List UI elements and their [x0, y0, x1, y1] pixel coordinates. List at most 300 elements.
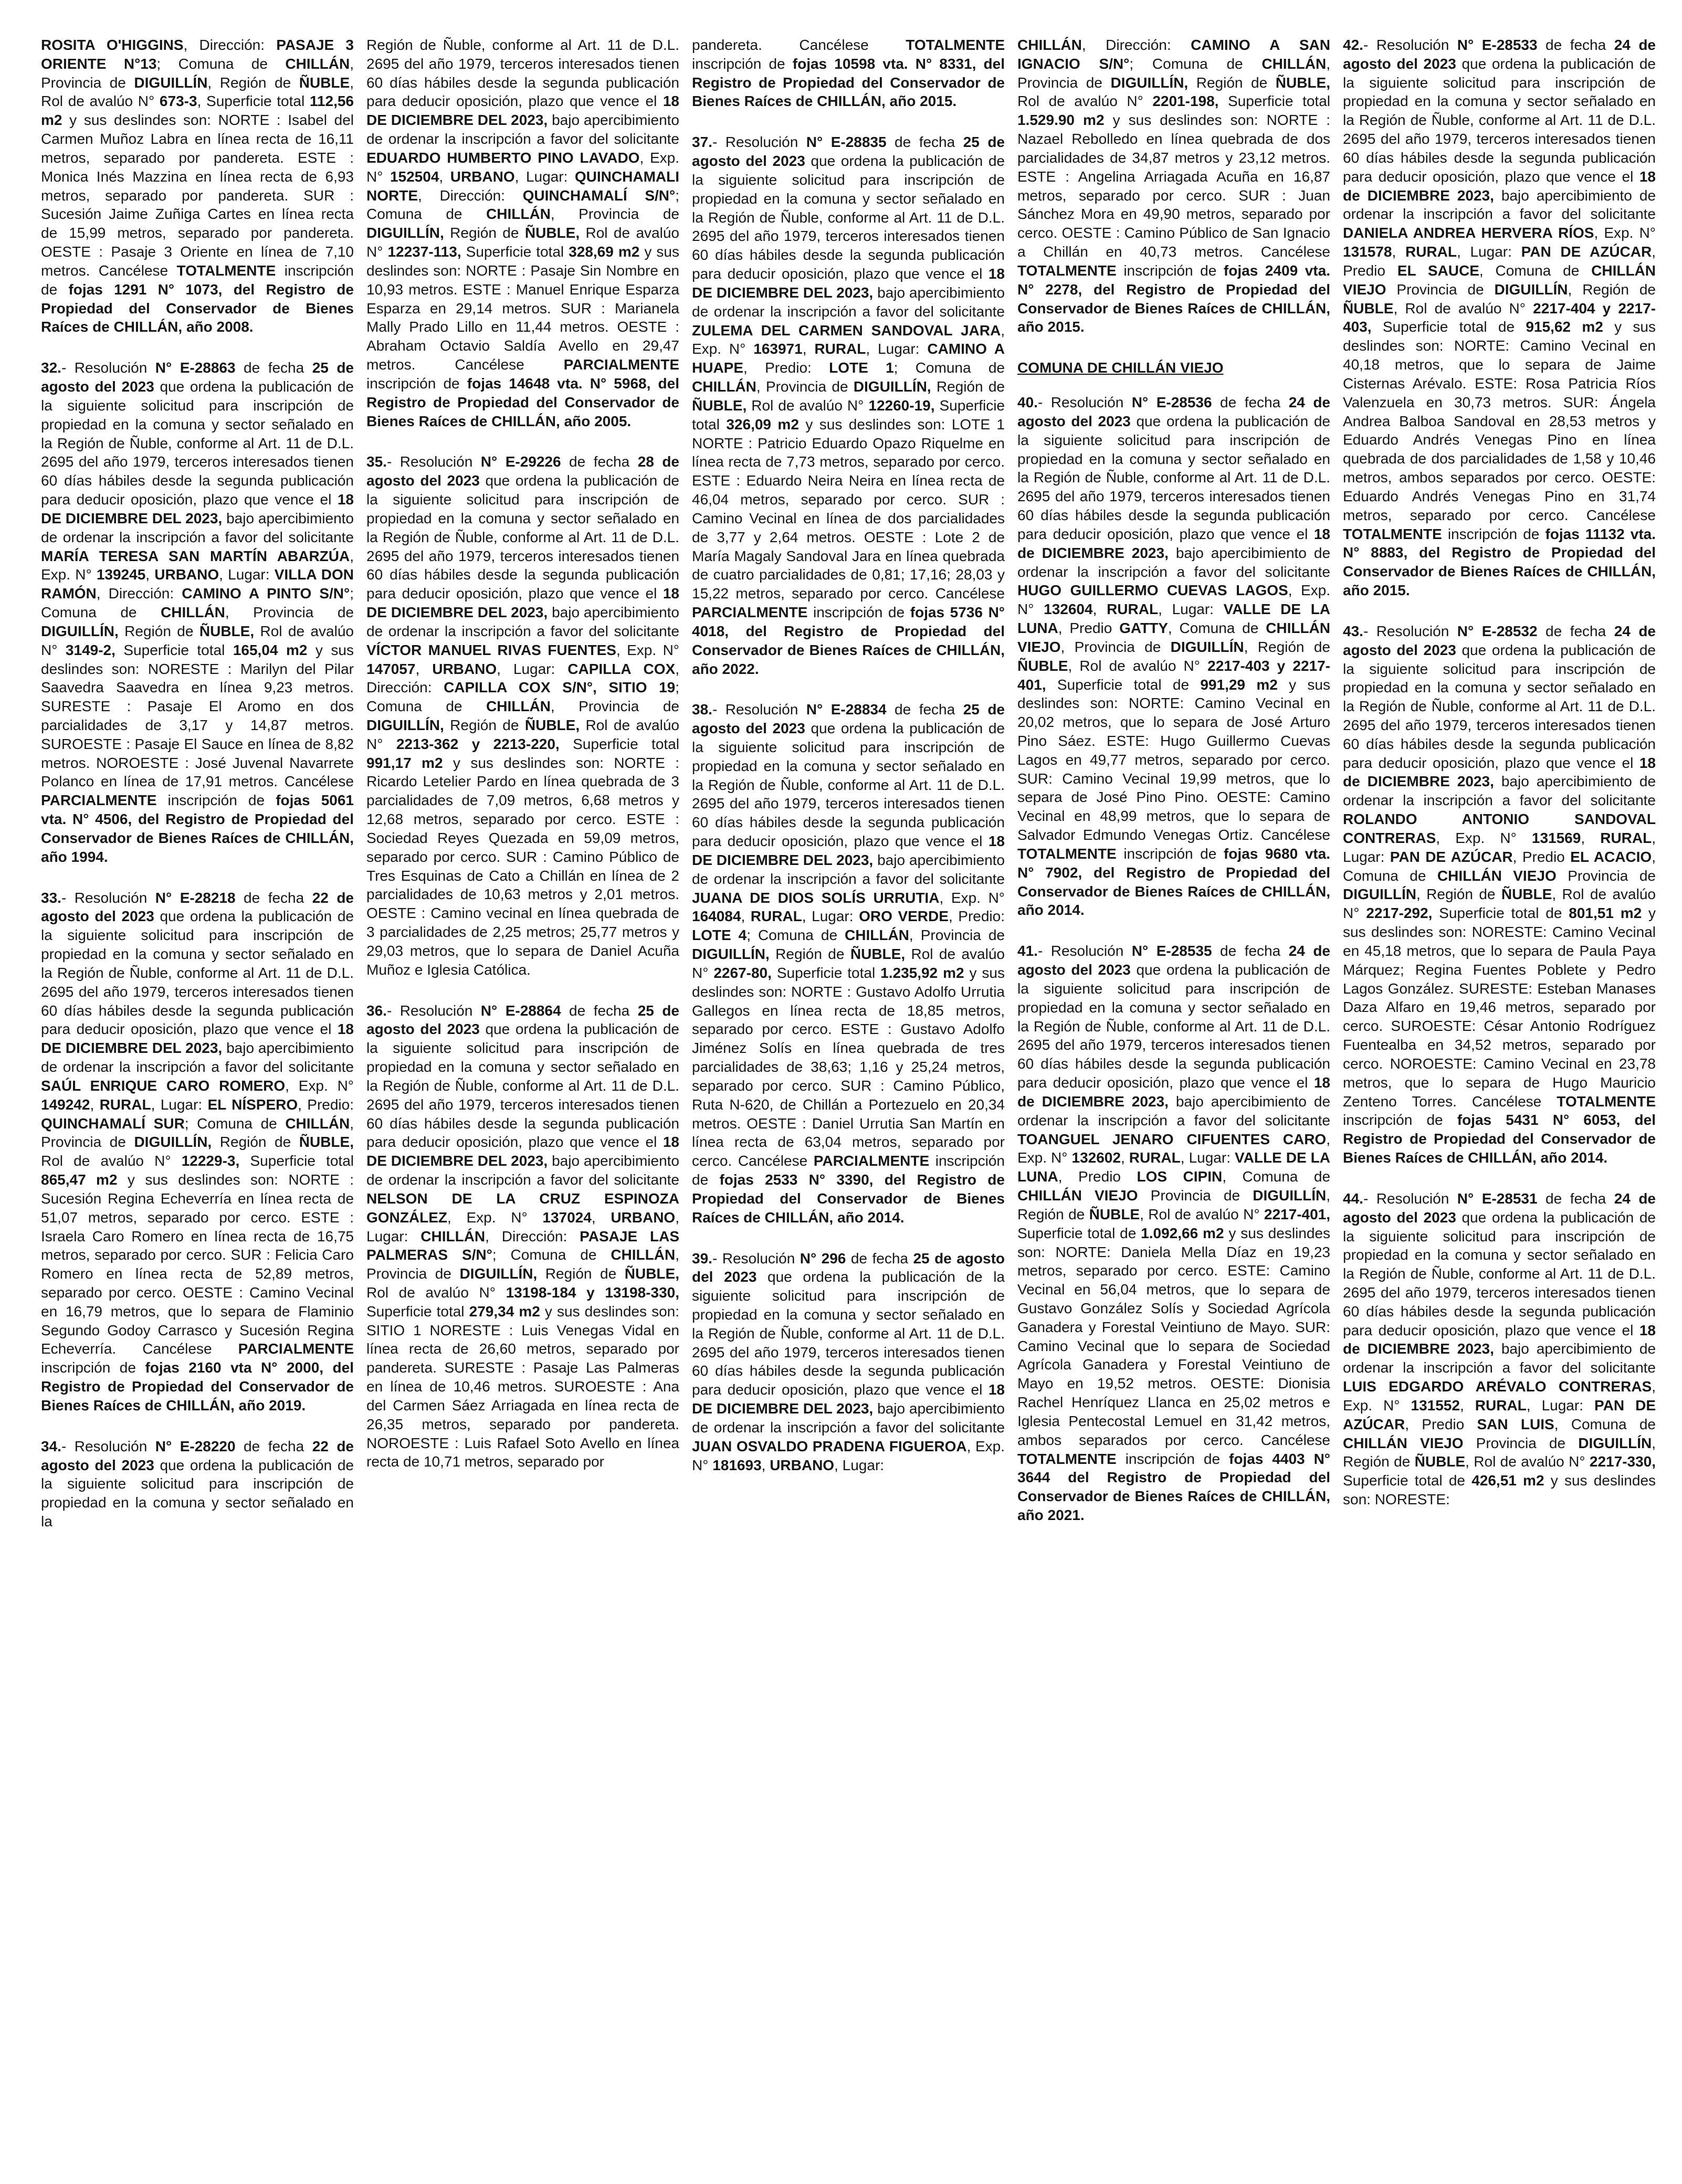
bold-text: URBANO	[154, 566, 219, 583]
column-1	[41, 36, 354, 2168]
bold-text: SAÚL ENRIQUE CARO ROMERO	[41, 1077, 286, 1094]
notice-paragraph	[366, 36, 679, 430]
bold-text: RURAL	[1107, 601, 1159, 618]
bold-text: CHILLÁN	[692, 378, 756, 395]
bold-text: ÑUBLE	[1501, 886, 1552, 903]
bold-text: ROSITA O'HIGGINS	[41, 37, 184, 53]
bold-text: EDUARDO HUMBERTO PINO LAVADO	[366, 149, 640, 166]
text-run: bajo apercibimiento de ordenar la inscripción a favor del solicitante	[366, 604, 679, 639]
bold-text: LOTE 1	[829, 360, 894, 376]
bold-text: 328,69 m2	[569, 244, 640, 260]
bold-text: CHILLÁN	[845, 927, 909, 944]
bold-text: 139245	[96, 566, 146, 583]
text-run: - Resolución	[712, 701, 806, 718]
text-run: Superficie total	[771, 964, 881, 981]
bold-text: fojas 10598 vta. N° 8331, del Registro de Propiedad del Conservador de Bienes Raíces de CHILLÁN, año 2015.	[692, 55, 1005, 110]
bold-text: PAN DE AZÚCAR	[1521, 244, 1652, 260]
bold-text: DIGUILLÍN,	[853, 378, 931, 395]
text-run: , Rol de avalúo N°	[41, 74, 354, 110]
text-run: , Lugar:	[834, 1457, 885, 1473]
bold-text: 18 DE DICIEMBRE DEL 2023,	[41, 491, 354, 526]
bold-text: 18 de DICIEMBRE 2023,	[1343, 168, 1656, 204]
bold-text: ÑUBLE,	[692, 397, 747, 414]
text-run: de fecha	[1537, 1190, 1614, 1207]
text-run: , Exp. N°	[1594, 225, 1656, 241]
notice-paragraph	[1017, 36, 1330, 336]
bold-text: DIGUILLÍN	[1170, 638, 1244, 655]
text-run: ,	[761, 1457, 770, 1473]
text-run: bajo apercibimiento de ordenar la inscripción a favor del solicitante	[41, 1040, 354, 1075]
text-run: y sus deslindes son: NORTE : Gustavo Adolfo Urrutia Gallegos en línea recta de 18,85 metros, separado por cerco. ESTE : Gustavo Adolfo Jiménez Solís en línea quebrada de tres parcialidades de 38,63; 1,16 y 25,24 metros, separado por cerco. SUR : Camino Público, Ruta N-620, de Chillán a Portezuelo en 20,34 metros. OESTE : Daniel Urrutia San Martín en línea recta de 63,04 metros, separado por cerco. Cancélese	[692, 964, 1005, 1169]
bold-text: RURAL	[1475, 1397, 1527, 1413]
text-run: ; Comuna de	[747, 927, 845, 944]
bold-text: 865,47 m2	[41, 1172, 118, 1188]
bold-text: ÑUBLE,	[1275, 74, 1330, 91]
text-run: inscripción de	[156, 792, 276, 809]
bold-text: 36.	[366, 1002, 387, 1019]
text-run: inscripción de	[1116, 845, 1224, 862]
bold-text: fojas 9680 vta. N° 7902, del Registro de Propiedad del Conservador de Bienes Raíces de CHILLÁN, año 2014.	[1017, 845, 1330, 919]
bold-text: fojas 11132 vta. N° 8883, del Registro de Propiedad del Conservador de Bienes Raíces de CHILLÁN, año 2015.	[1343, 525, 1656, 599]
bold-text: RURAL	[814, 341, 866, 357]
bold-text: PASAJE LAS PALMERAS S/N°	[366, 1228, 679, 1263]
text-run: y sus deslindes son: NORTE: Camino Vecinal en 20,02 metros, que lo separa de José Arturo Pino Sáez. ESTE: Hugo Guillermo Cuevas Lagos en 49,77 metros, separado por cerco. SUR: Camino Vecinal 19,99 metros, que lo separa de José Pino Pino. OESTE: Camino Vecinal en 48,99 metros, que lo separa de Salvador Edmundo Venegas Ortiz. Cancélese	[1017, 676, 1330, 843]
bold-text: N° E-28535	[1131, 943, 1212, 959]
bold-text: N° E-28835	[806, 134, 887, 151]
bold-text: 164084	[692, 908, 741, 925]
text-run: y sus deslindes son: NORESTE: Camino Vecinal en 45,18 metros, que lo separa de Paula Paya Márquez; Regina Fuentes Poblete y Pedro Lagos González. SURESTE: Esteban Manases Daza Alfaro en 19,46 metros, separado por cerco. SUROESTE: César Antonio Rodríguez Fuentealba en 34,52 metros, separado por cerco. NOROESTE: Camino Vecinal en 23,78 metros, que lo separa de Hugo Mauricio Zenteno Torres. Cancélese	[1343, 905, 1656, 1110]
text-run: , Comuna de	[1343, 848, 1656, 884]
text-run: Rol de avalúo N°	[366, 225, 679, 260]
text-run: Superficie total de	[1432, 905, 1569, 922]
bold-text: 22 de agosto del 2023	[41, 1438, 354, 1473]
text-run: , Predio:	[743, 360, 829, 376]
text-run: , Exp. N°	[616, 641, 679, 658]
notice-paragraph	[692, 36, 1005, 111]
notice-paragraph	[692, 700, 1005, 1227]
bold-text: 1.235,92 m2	[880, 964, 964, 981]
bold-text: CHILLÁN	[1261, 55, 1327, 72]
bold-text: 152504	[390, 168, 439, 185]
bold-text: 149242	[41, 1096, 90, 1113]
bold-text: PAN DE AZÚCAR	[1390, 848, 1513, 865]
text-run: , Provincia de	[1060, 638, 1171, 655]
text-run: y sus deslindes son: NORTE : Nazael Rebolledo en línea quebrada de dos parcialidades de 34,87 metros y 23,12 metros. ESTE : Angelina Arriagada Acuña en 16,87 metros, separado por cerco. SUR : Juan Sánchez Mora en 49,90 metros, separado por cerco. OESTE : Camino Público de San Ignacio a Chillán en 40,73 metros. Cancélese	[1017, 112, 1330, 260]
bold-text: 25 de agosto del 2023	[366, 1002, 679, 1038]
bold-text: EL ACACIO	[1570, 848, 1652, 865]
text-run: , Lugar:	[802, 908, 859, 925]
bold-text: 2213-362 y 2213-220,	[396, 735, 560, 752]
text-run: , Región de	[1244, 638, 1330, 655]
bold-text: 2217-292,	[1366, 905, 1433, 922]
bold-text: RURAL	[1405, 244, 1457, 260]
text-run: Superficie total	[115, 641, 233, 658]
text-run: , Comuna de	[1222, 1168, 1330, 1185]
bold-text: fojas 4403 N° 3644 del Registro de Propiedad del Conservador de Bienes Raíces de CHILLÁN, año 2021.	[1017, 1450, 1330, 1524]
text-run: - Resolución	[61, 360, 155, 376]
bold-text: 37.	[692, 134, 712, 151]
bold-text: 28 de agosto del 2023	[366, 453, 679, 489]
bold-text: CHILLÁN	[420, 1228, 486, 1244]
text-run: de fecha	[1537, 623, 1614, 639]
text-run: de fecha	[886, 134, 963, 151]
bold-text: 22 de agosto del 2023	[41, 889, 354, 925]
text-run: Región de	[118, 623, 199, 639]
text-run: , Predio	[1405, 1416, 1477, 1432]
bold-text: ÑUBLE,	[199, 623, 255, 639]
text-run: , Lugar:	[866, 341, 928, 357]
notice-paragraph	[41, 36, 354, 336]
bold-text: CHILLÁN VIEJO	[1017, 620, 1330, 655]
text-run: , Lugar:	[1180, 1149, 1235, 1166]
text-run: , Predio	[1343, 244, 1656, 279]
bold-text: 24 de agosto del 2023	[1017, 943, 1330, 978]
text-run: ; Comuna de	[366, 187, 679, 223]
text-run: - Resolución	[1363, 37, 1457, 53]
bold-text: CHILLÁN	[161, 604, 225, 621]
text-run: Superficie total de	[1046, 676, 1201, 693]
text-run: ; Comuna de	[893, 360, 1005, 376]
text-run: Superficie total	[461, 244, 569, 260]
bold-text: 1.092,66 m2	[1141, 1225, 1224, 1241]
bold-text: TOTALMENTE	[1017, 1450, 1117, 1467]
bold-text: 35.	[366, 453, 387, 470]
text-run: , Rol de avalúo N°	[1140, 1206, 1264, 1222]
text-run: inscripción de	[692, 1153, 1005, 1188]
bold-text: DIGUILLÍN,	[134, 1134, 212, 1151]
bold-text: JUANA DE DIOS SOLÍS URRUTIA	[692, 889, 940, 906]
text-run: - Resolución	[712, 134, 806, 151]
bold-text: 147057	[366, 660, 416, 677]
notice-paragraph	[41, 358, 354, 866]
bold-text: 33.	[41, 889, 61, 906]
text-run: y sus deslindes son: NORESTE:	[1343, 1472, 1656, 1508]
bold-text: 181693	[712, 1457, 762, 1473]
bold-text: DIGUILLÍN	[134, 74, 208, 91]
bold-text: PAN DE AZÚCAR	[1343, 1397, 1656, 1432]
text-run: - Resolución	[1037, 943, 1132, 959]
text-run: bajo apercibimiento de ordenar la inscripción a favor del solicitante	[41, 510, 354, 545]
bold-text: ÑUBLE,	[299, 1134, 354, 1151]
text-run: que ordena la publicación de la siguiente solicitud para inscripción de propiedad en la comuna y sector señalado en la Región de Ñuble, conforme al Art. 11 de D.L. 2695 del año 1979, terceros interesados tienen 60 días hábiles desde la segunda publicación para deducir oposición, plazo que vence el	[1017, 413, 1330, 542]
notice-paragraph	[366, 452, 679, 979]
bold-text: DANIELA ANDREA HERVERA RÍOS	[1343, 225, 1594, 241]
column-2	[366, 36, 679, 2168]
bold-text: 25 de agosto del 2023	[41, 360, 354, 395]
bold-text: 18 de DICIEMBRE 2023,	[1343, 1322, 1656, 1357]
bold-text: N° E-28220	[155, 1438, 236, 1454]
bold-text: CAMINO A HUAPE	[692, 341, 1005, 376]
text-run: bajo apercibimiento de ordenar la inscripción a favor del solicitante	[1343, 773, 1656, 809]
text-run: , Lugar:	[219, 566, 275, 583]
bold-text: 18 DE DICIEMBRE DEL 2023,	[41, 1021, 354, 1057]
bold-text: EL SAUCE	[1397, 262, 1479, 279]
text-run: ; Comuna de	[184, 1115, 286, 1132]
bold-text: RURAL	[750, 908, 802, 925]
text-run: Superficie total de	[1343, 1472, 1472, 1489]
bold-text: LOTE 4	[692, 927, 747, 944]
bold-text: PARCIALMENTE	[563, 356, 679, 373]
text-run: que ordena la publicación de la siguiente solicitud para inscripción de propiedad en la comuna y sector señalado en la	[41, 1457, 354, 1530]
text-run: Rol de avalúo N°	[366, 716, 679, 752]
notice-paragraph	[1343, 622, 1656, 1167]
text-run: - Resolución	[712, 1250, 800, 1267]
bold-text: 2217-403 y 2217-401,	[1017, 657, 1330, 693]
text-run: Superficie total de	[1371, 319, 1526, 335]
text-run: y sus deslindes son: NORTE : Ricardo Letelier Pardo en línea quebrada de 3 parcialidades de 7,09 metros, 6,68 metros y 12,68 metros, separado por cerco. ESTE : Sociedad Reyes Quezada en 59,09 metros, separado por cerco. SUR : Camino Público de Tres Esquinas de Cato a Chillán en línea de 2 parcialidades de 10,63 metros y 2,01 metros. OESTE : Camino vecinal en línea quebrada de 3 parcialidades de 2,25 metros; 25,77 metros y 29,03 metros, que lo separa de Daniel Acuña Muñoz e Iglesia Católica.	[366, 754, 679, 978]
bold-text: 39.	[692, 1250, 712, 1267]
text-run: de fecha	[561, 1002, 638, 1019]
bold-text: N° E-28864	[480, 1002, 561, 1019]
bold-text: CHILLÁN VIEJO	[1017, 1187, 1138, 1204]
bold-text: ÑUBLE	[1414, 1453, 1466, 1470]
bold-text: NELSON DE LA CRUZ ESPINOZA GONZÁLEZ	[366, 1190, 679, 1226]
text-run: de fecha	[235, 889, 312, 906]
text-run: de fecha	[561, 453, 638, 470]
text-run: - Resolución	[61, 889, 155, 906]
text-run: ; Comuna de	[492, 1247, 611, 1263]
text-run: que ordena la publicación de la siguiente solicitud para inscripción de propiedad en la comuna y sector señalado en la Región de Ñuble, conforme al Art. 11 de D.L. 2695 del año 1979, terceros interesados tienen 60 días hábiles desde la segunda publicación para deducir oposición, plazo que vence el	[1343, 1209, 1656, 1338]
bold-text: EL NÍSPERO	[207, 1096, 298, 1113]
bold-text: CAMINO A SAN IGNACIO S/N°	[1017, 37, 1330, 72]
bold-text: 132602	[1071, 1149, 1121, 1166]
bold-text: N° E-28834	[806, 701, 887, 718]
bold-text: RURAL	[99, 1096, 151, 1113]
bold-text: 25 de agosto del 2023	[692, 1250, 1005, 1285]
text-run: bajo apercibimiento de ordenar la inscripción a favor del solicitante	[366, 112, 679, 147]
text-run: inscripción de	[1116, 1450, 1229, 1467]
text-run: , Provincia de	[225, 604, 354, 621]
text-run: Superficie total	[1218, 93, 1330, 110]
text-run: , Lugar:	[151, 1096, 208, 1113]
bold-text: 13198-184 y 13198-330,	[506, 1284, 679, 1301]
bold-text: DIGUILLÍN,	[459, 1265, 538, 1282]
text-run: bajo apercibimiento de ordenar la inscripción a favor del solicitante	[1343, 1341, 1656, 1376]
bold-text: DIGUILLÍN,	[41, 623, 119, 639]
bold-text: LOS CIPIN	[1137, 1168, 1223, 1185]
bold-text: PARCIALMENTE	[41, 792, 157, 809]
text-run: Rol de avalúo N°	[366, 1284, 506, 1301]
text-run: pandereta. Cancélese	[692, 37, 906, 53]
column-5	[1343, 36, 1656, 2168]
text-run: Región de	[444, 225, 525, 241]
text-run: ,	[802, 341, 815, 357]
text-run: y sus deslindes son: NORTE : Pasaje Sin Nombre en 10,93 metros. ESTE : Manuel Enrique Esparza Esparza en 29,14 metros. SUR : Marianela Mally Prado Lillo en 11,44 metros. OESTE : Abraham Octavio Saldía Avello en 29,47 metros. Cancélese	[366, 244, 679, 373]
bold-text: DIGUILLÍN	[1494, 281, 1568, 298]
bold-text: 2217-404 y 2217-403,	[1343, 300, 1656, 335]
bold-text: DIGUILLÍN	[1253, 1187, 1327, 1204]
text-run: bajo apercibimiento de ordenar la inscripción a favor del solicitante	[692, 284, 1005, 320]
bold-text: fojas 1291 N° 1073, del Registro de Propiedad del Conservador de Bienes Raíces de CHILLÁN, año 2008.	[41, 281, 354, 335]
text-run: , Dirección:	[96, 585, 182, 602]
text-run: que ordena la publicación de la siguiente solicitud para inscripción de propiedad en la comuna y sector señalado en la Región de Ñuble, conforme al Art. 11 de D.L. 2695 del año 1979, terceros interesados tienen 60 días hábiles desde la segunda publicación para deducir oposición, plazo que vence el	[692, 153, 1005, 282]
bold-text: QUINCHAMALÍ SUR	[41, 1115, 185, 1132]
text-run: , Exp. N°	[285, 1077, 354, 1094]
notice-paragraph	[41, 889, 354, 1415]
bold-text: 12229-3,	[181, 1153, 240, 1169]
bold-text: DIGUILLÍN,	[1110, 74, 1189, 91]
bold-text: GATTY	[1119, 620, 1168, 637]
text-run: - Resolución	[386, 453, 481, 470]
text-run: , Rol de avalúo N°	[1393, 300, 1533, 316]
bold-text: DIGUILLÍN,	[366, 225, 444, 241]
bold-text: 38.	[692, 701, 712, 718]
text-run: , Exp. N°	[1017, 582, 1330, 618]
bold-text: fojas 2533 N° 3390, del Registro de Propiedad del Conservador de Bienes Raíces de CHILLÁN, año 2014.	[692, 1172, 1005, 1226]
bold-text: 25 de agosto del 2023	[692, 701, 1005, 737]
text-run: de fecha	[1212, 394, 1289, 411]
bold-text: fojas 2409 vta. N° 2278, del Registro de Propiedad del Conservador de Bienes Raíces de CHILLÁN, año 2015.	[1017, 262, 1330, 335]
bold-text: 426,51 m2	[1471, 1472, 1544, 1489]
text-run: ,	[1392, 244, 1405, 260]
bold-text: N° 296	[800, 1250, 846, 1267]
bold-text: TOTALMENTE	[1017, 845, 1117, 862]
text-run: , Exp. N°	[1017, 1131, 1330, 1166]
text-run: , Región de	[207, 74, 299, 91]
section-heading: COMUNA DE CHILLÁN VIEJO	[1017, 360, 1224, 376]
text-run: , Lugar:	[1526, 1397, 1595, 1413]
bold-text: 132604	[1044, 601, 1093, 618]
text-run: , Dirección:	[485, 1228, 580, 1244]
text-run: bajo apercibimiento de ordenar la inscripción a favor del solicitante	[1343, 187, 1656, 223]
bold-text: 3149-2,	[65, 641, 115, 658]
bold-text: TOTALMENTE	[176, 262, 276, 279]
bold-text: 24 de agosto del 2023	[1343, 623, 1656, 658]
bold-text: QUINCHAMALÍ S/N°	[522, 187, 676, 204]
bold-text: TOANGUEL JENARO CIFUENTES CARO	[1017, 1131, 1327, 1147]
bold-text: 24 de agosto del 2023	[1343, 1190, 1656, 1226]
bold-text: 1.529.90 m2	[1017, 112, 1105, 129]
text-run: , Provincia de	[1017, 55, 1330, 91]
bold-text: DIGUILLÍN	[1343, 886, 1416, 903]
bold-text: 40.	[1017, 394, 1038, 411]
text-run: , Exp. N°	[939, 889, 1005, 906]
text-run: que ordena la publicación de la siguiente solicitud para inscripción de propiedad en la comuna y sector señalado en la Región de Ñuble, conforme al Art. 11 de D.L. 2695 del año 1979, terceros interesados tienen 60 días hábiles desde la segunda publicación para deducir oposición, plazo que vence el	[692, 720, 1005, 850]
text-run: , Predio	[1058, 1168, 1137, 1185]
text-run: , Provincia de	[550, 206, 679, 223]
bold-text: CHILLÁN	[486, 206, 551, 223]
bold-text: PARCIALMENTE	[813, 1153, 930, 1169]
bold-text: 2217-401,	[1264, 1206, 1330, 1222]
bold-text: LUIS EDGARDO ARÉVALO CONTRERAS	[1343, 1378, 1652, 1395]
bold-text: TOTALMENTE	[1343, 525, 1442, 542]
bold-text: JUAN OSVALDO PRADENA FIGUEROA	[692, 1438, 967, 1454]
text-run: que ordena la publicación de la siguiente solicitud para inscripción de propiedad en la comuna y sector señalado en la Región de Ñuble, conforme al Art. 11 de D.L. 2695 del año 1979, terceros interesados tienen 60 días hábiles desde la segunda publicación para deducir oposición, plazo que vence el	[41, 378, 354, 508]
bold-text: 41.	[1017, 943, 1038, 959]
text-run: de fecha	[1537, 37, 1614, 53]
text-run: Superficie total de	[1017, 1225, 1141, 1241]
notice-paragraph	[41, 1437, 354, 1531]
bold-text: 24 de agosto del 2023	[1343, 37, 1656, 72]
bold-text: N° E-28536	[1131, 394, 1212, 411]
text-run: , Predio:	[298, 1096, 354, 1113]
text-run: , Lugar:	[1343, 829, 1656, 865]
bold-text: N° E-29226	[480, 453, 561, 470]
bold-text: fojas 5061 vta. N° 4506, del Registro de Propiedad del Conservador de Bienes Raíces de CHILLÁN, año 1994.	[41, 792, 354, 865]
bold-text: VILLA DON RAMÓN	[41, 566, 354, 602]
text-run: , Lugar:	[1456, 244, 1521, 260]
bold-text: 131552	[1411, 1397, 1460, 1413]
bold-text: 25 de agosto del 2023	[692, 134, 1005, 170]
text-run: y sus deslindes son: NORTE : Isabel del Carmen Muñoz Labra en línea recta de 16,11 metros, separado por pandereta. ESTE : Monica Inés Mazzina en línea recta de 6,93 metros, separado por pandereta. SUR : Sucesión Jaime Zuñiga Cartes en línea recta de 15,99 metros, separado por pandereta. OESTE : Pasaje 3 Oriente en línea de 7,10 metros. Cancélese	[41, 112, 354, 279]
bold-text: 163971	[753, 341, 803, 357]
notice-paragraph	[366, 1001, 679, 1472]
text-run: bajo apercibimiento de ordenar la inscripción a favor del solicitante	[692, 851, 1005, 887]
text-run: Superficie total	[239, 1153, 354, 1169]
bold-text: URBANO	[770, 1457, 835, 1473]
text-run: de fecha	[1212, 943, 1289, 959]
bold-text: N° E-28531	[1457, 1190, 1538, 1207]
text-run: Región de	[212, 1134, 299, 1151]
text-run: - Resolución	[386, 1002, 481, 1019]
bold-text: 18 DE DICIEMBRE DEL 2023,	[692, 266, 1005, 301]
text-run: Rol de avalúo N°	[692, 946, 1005, 981]
text-run: , Región de	[1017, 1187, 1330, 1222]
bold-text: fojas 5431 N° 6053, del Registro de Propiedad del Conservador de Bienes Raíces de CHILLÁN, año 2014.	[1343, 1112, 1656, 1166]
text-run: , Provincia de	[41, 55, 354, 91]
text-run: Región de Ñuble, conforme al Art. 11 de D.L. 2695 del año 1979, terceros interesados tienen 60 días hábiles desde la segunda publicación para deducir oposición, plazo que vence el	[366, 37, 679, 110]
text-run: inscripción de	[1116, 262, 1224, 279]
text-run: Rol de avalúo N°	[1017, 93, 1153, 110]
text-run: , Dirección:	[183, 37, 277, 53]
text-run: Provincia de	[1386, 281, 1495, 298]
bold-text: 991,17 m2	[366, 754, 443, 771]
bold-text: ÑUBLE	[299, 74, 350, 91]
bold-text: 12260-19,	[868, 397, 935, 414]
bold-text: DIGUILLÍN,	[366, 716, 444, 733]
text-run: , Dirección:	[1081, 37, 1191, 53]
bold-text: 2201-198,	[1152, 93, 1219, 110]
text-run: , Lugar:	[366, 1209, 679, 1244]
text-run: Región de	[1188, 74, 1276, 91]
bold-text: 18 de DICIEMBRE 2023,	[1343, 754, 1656, 790]
bold-text: ÑUBLE,	[524, 716, 580, 733]
bold-text: 131569	[1531, 829, 1581, 846]
text-run: que ordena la publicación de la siguiente solicitud para inscripción de propiedad en la comuna y sector señalado en la Región de Ñuble, conforme al Art. 11 de D.L. 2695 del año 1979, terceros interesados tienen 60 días hábiles desde la segunda publicación para deducir oposición, plazo que vence el	[692, 1269, 1005, 1398]
text-run: Rol de avalúo N°	[41, 1153, 182, 1169]
bold-text: VÍCTOR MANUEL RIVAS FUENTES	[366, 641, 616, 658]
column-3	[692, 36, 1005, 2168]
bold-text: 326,09 m2	[726, 416, 799, 432]
bold-text: TOTALMENTE	[1557, 1093, 1656, 1110]
text-run: , Región de	[1343, 1434, 1656, 1470]
text-run: y sus deslindes son: NORTE : Sucesión Regina Echeverría en línea recta de 51,07 metros, separado por cerco. ESTE : Israela Caro Romero en línea recta de 16,75 metros, separado por cerco. SUR : Felicia Caro Romero en línea recta de 52,89 metros, separado por cerco. OESTE : Camino Vecinal en 16,79 metros, que lo separa de Flaminio Segundo Godoy Carrasco y Sucesión Regina Echeverría. Cancélese	[41, 1172, 354, 1357]
bold-text: 34.	[41, 1438, 61, 1454]
notice-paragraph	[692, 1249, 1005, 1475]
text-run: , Provincia de	[756, 378, 854, 395]
notice-paragraph	[1343, 36, 1656, 600]
text-run: inscripción de	[1343, 1112, 1457, 1128]
text-run: - Resolución	[1363, 623, 1457, 639]
bold-text: PARCIALMENTE	[238, 1341, 354, 1357]
bold-text: 18 DE DICIEMBRE DEL 2023,	[366, 585, 679, 621]
text-run: , Comuna de	[1554, 1416, 1656, 1432]
notice-paragraph	[1343, 1189, 1656, 1509]
text-run: ,	[1092, 601, 1107, 618]
text-run: - Resolución	[61, 1438, 155, 1454]
text-run: Región de	[537, 1265, 625, 1282]
bold-text: 18 de DICIEMBRE 2023,	[1017, 525, 1330, 561]
text-run: Superficie total	[692, 397, 1005, 432]
text-run: , Lugar:	[514, 168, 575, 185]
bold-text: HUGO GUILLERMO CUEVAS LAGOS	[1017, 582, 1288, 599]
text-run: , Exp. N°	[1343, 1378, 1656, 1413]
text-run: que ordena la publicación de la siguiente solicitud para inscripción de propiedad en la comuna y sector señalado en la Región de Ñuble, conforme al Art. 11 de D.L. 2695 del año 1979, terceros interesados tienen 60 días hábiles desde la segunda publicación para deducir oposición, plazo que vence el	[1343, 55, 1656, 185]
text-run: Provincia de	[1556, 867, 1656, 884]
text-run: , Predio	[1512, 848, 1571, 865]
text-run: ; Comuna de	[41, 585, 354, 621]
bold-text: 24 de agosto del 2023	[1017, 394, 1330, 429]
